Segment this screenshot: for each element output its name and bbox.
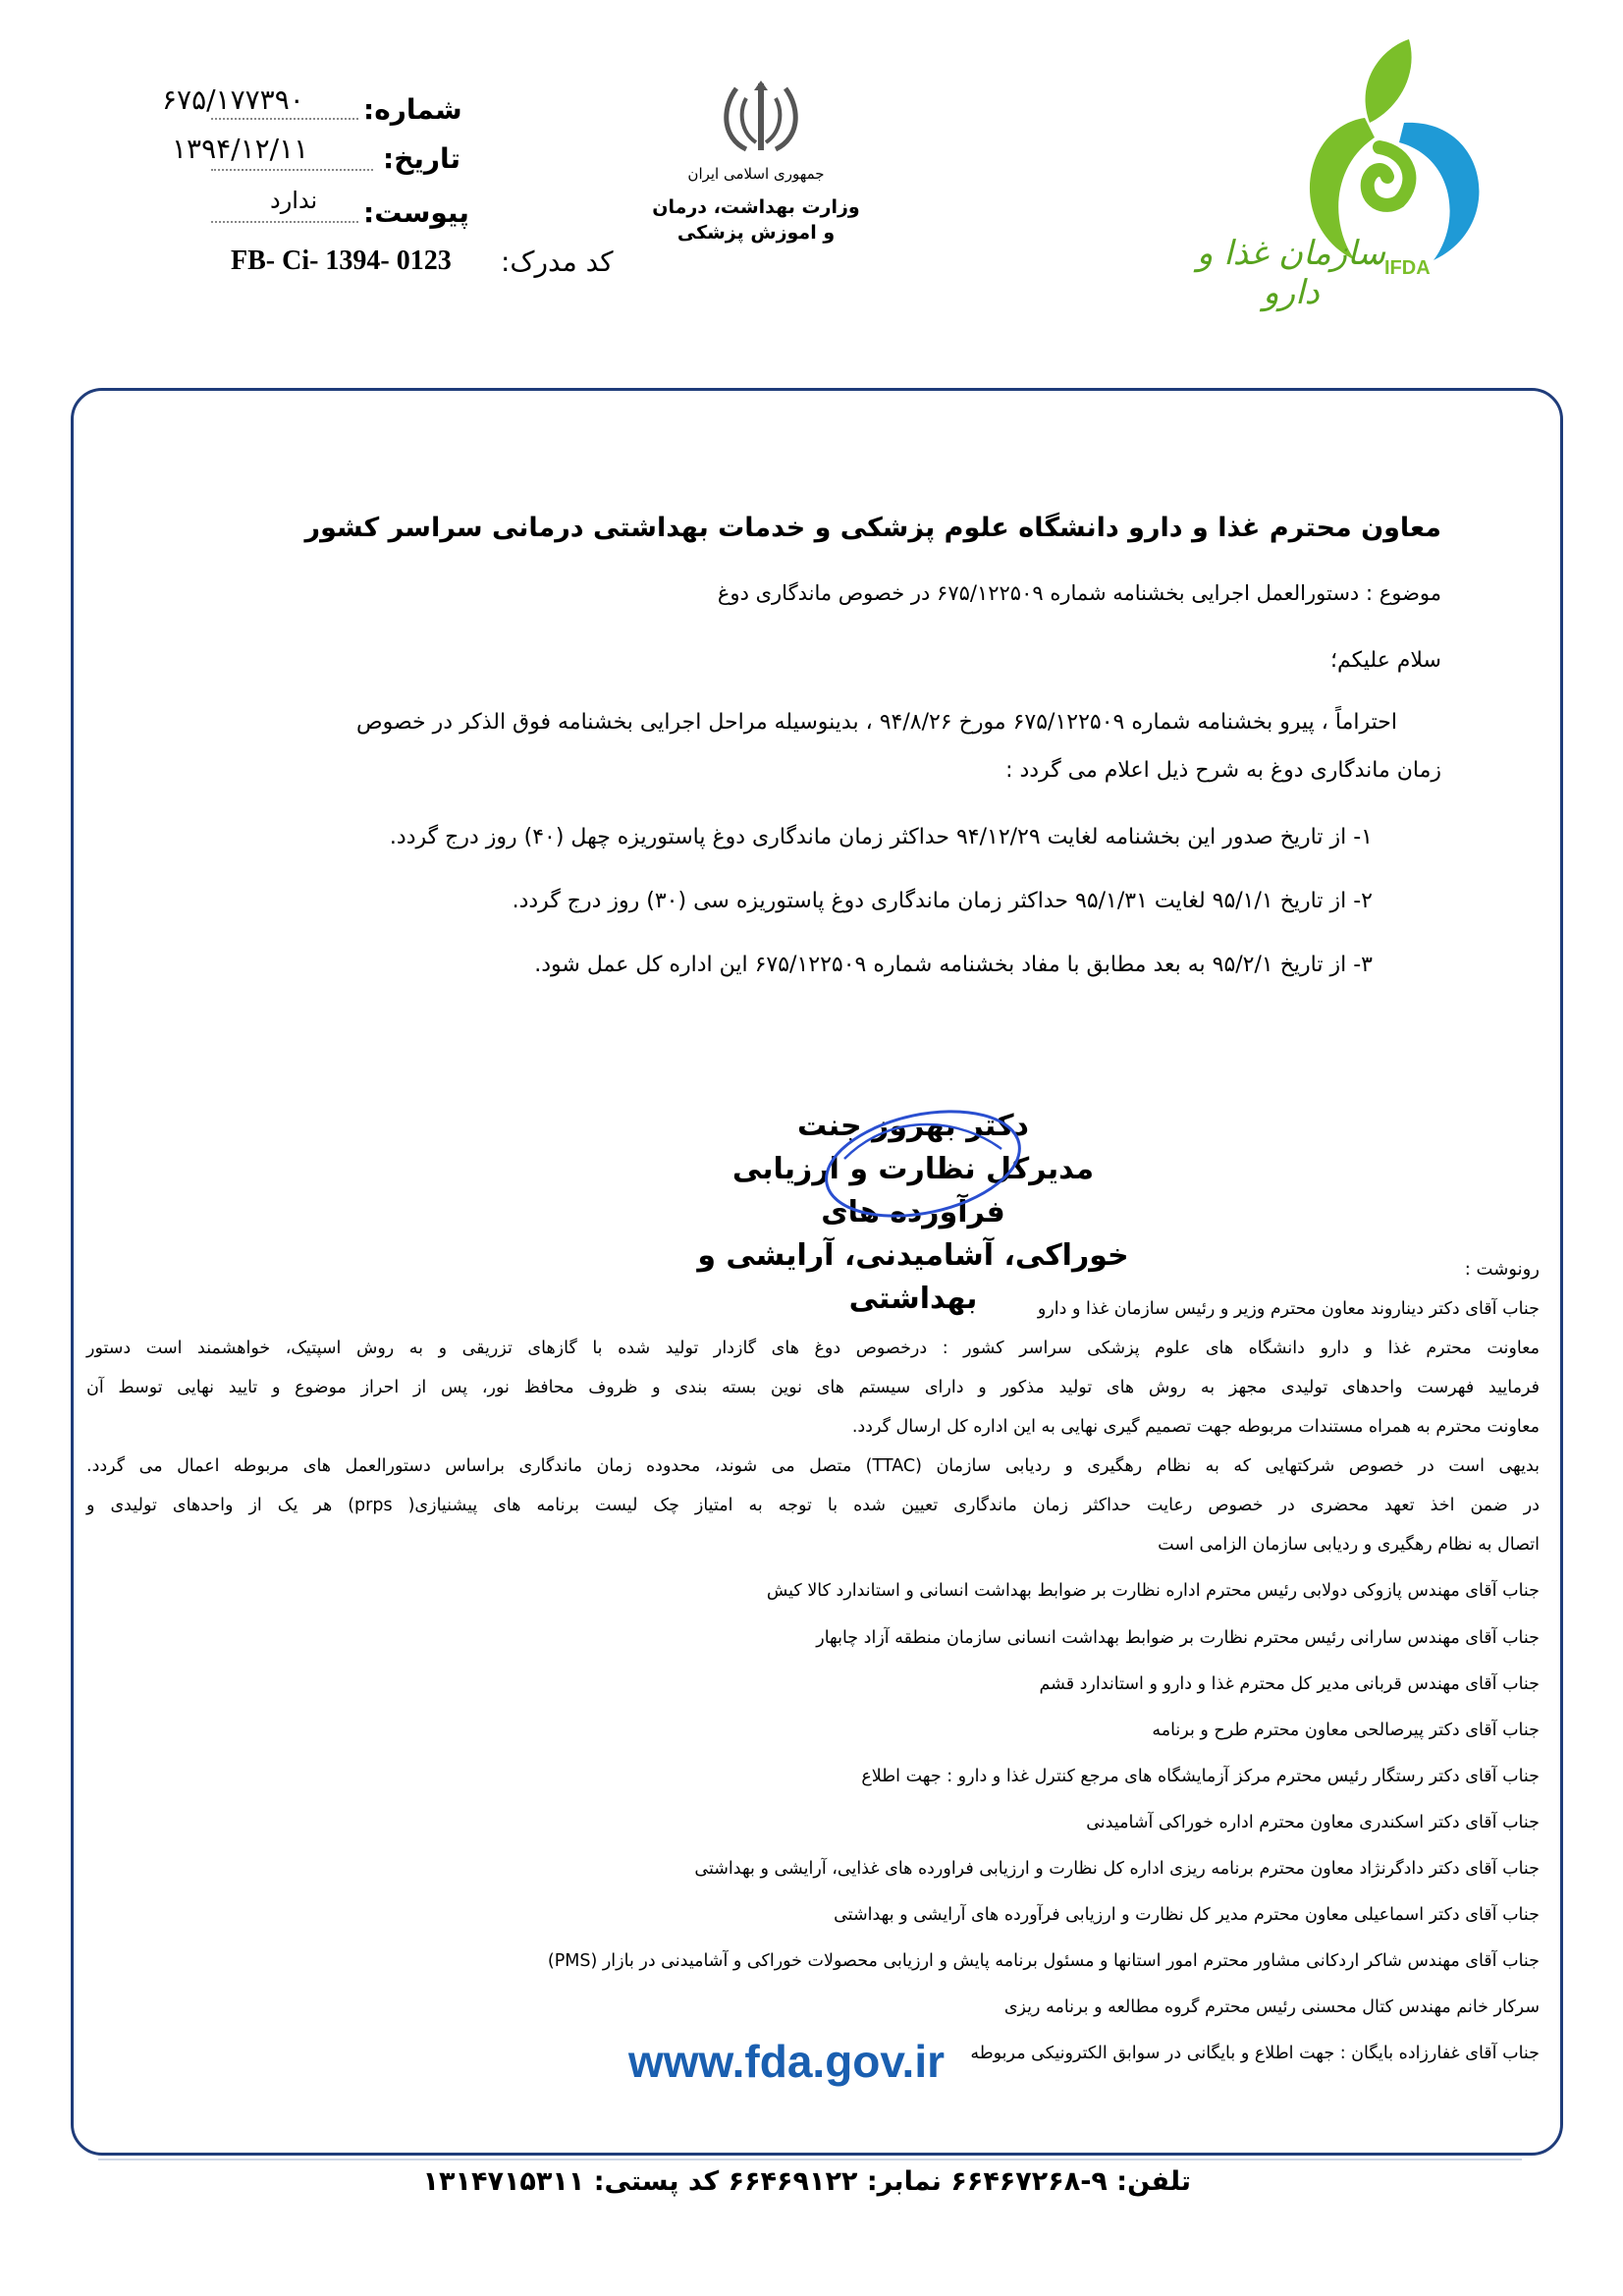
cc-line-4: معاونت محترم به همراه مستندات مربوطه جهت تصمیم گیری نهایی به این اداره کل ارسال گردد. — [851, 1417, 1540, 1437]
ministry-line-1: جمهوری اسلامی ایران — [687, 165, 825, 183]
recipient: معاون محترم غذا و دارو دانشگاه علوم پزشکی و خدمات بهداشتی درمانی سراسر کشور — [304, 513, 1441, 543]
doc-code-label: کد مدرک: — [501, 246, 614, 278]
logo-text: سازمان غذا و دارو — [1197, 234, 1385, 312]
footer-rule — [98, 2159, 1522, 2160]
cc-line-2: معاونت محترم غذا و دارو دانشگاه های علوم پزشکی سراسر کشور : درخصوص دوغ های گازدار تولید شده با گازهای تزریقی و به روش اسپتیک، خواهشمند است دستور — [86, 1339, 1540, 1358]
cc-line-9: جناب آقای مهندس سارانی رئیس محترم نظارت بر ضوابط بهداشت انسانی سازمان منطقه آزاد چابهار — [816, 1628, 1540, 1648]
number-value: ۶۷۵/۱۷۷۳۹۰ — [162, 83, 304, 116]
signer-name: دکتر بهروز جنت — [797, 1109, 1029, 1143]
footer-contact: تلفن: ۹-۶۶۴۶۷۲۶۸ نمابر: ۶۶۴۶۹۱۲۲ کد پستی: ۱۳۱۴۷۱۵۳۱۱ — [422, 2166, 1191, 2197]
cc-line-11: جناب آقای دکتر پیرصالحی معاون محترم طرح و برنامه — [1152, 1721, 1540, 1740]
cc-label: رونوشت : — [1464, 1259, 1540, 1280]
intro-line-2: زمان ماندگاری دوغ به شرح ذیل اعلام می گردد : — [1005, 758, 1441, 783]
signer-title-1: مدیرکل نظارت و ارزیابی فرآورده های — [731, 1152, 1095, 1230]
cc-line-3: فرمایید فهرست واحدهای تولیدی مجهز به روش های تولید مذکور و دارای سیستم های نوین بسته بندی و ظروف محافظ نور، پس از احراز موضوع و تایید نهایی توسط آن — [86, 1378, 1540, 1397]
cc-line-5: بدیهی است در خصوص شرکتهایی که به نظام رهگیری و ردیابی سازمان (TTAC) متصل می شوند، محدوده زمان ماندگاری براساس دستورالعمل های مربوطه اعمال می گردد. — [86, 1456, 1540, 1476]
cc-line-6: در ضمن اخذ تعهد محضری در خصوص رعایت حداکثر زمان ماندگاری تعیین شده با توجه به امتیاز چک لیست برنامه های پیشنیازی( prps) هر یک از واحدهای تولیدی و — [86, 1496, 1540, 1515]
cc-line-1: جناب آقای دکتر دیناروند معاون محترم وزیر و رئیس سازمان غذا و دارو — [1037, 1299, 1540, 1319]
website-link[interactable]: www.fda.gov.ir — [628, 2036, 946, 2087]
item-3: ۳- از تاریخ ۹۵/۲/۱ به بعد مطابق با مفاد بخشنامه شماره ۶۷۵/۱۲۲۵۰۹ این اداره کل عمل شود. — [534, 953, 1373, 977]
cc-line-16: جناب آقای مهندس شاکر اردکانی مشاور محترم امور استانها و مسئول برنامه پایش و ارزیابی محصولات خوراکی و آشامیدنی در بازار (PMS) — [547, 1951, 1540, 1971]
logo-abbr: IFDA — [1384, 257, 1431, 279]
number-label: شماره: — [363, 93, 462, 126]
date-value: ۱۳۹۴/۱۲/۱۱ — [172, 133, 309, 165]
cc-line-8: جناب آقای مهندس پازوکی دولابی رئیس محترم اداره نظارت بر ضوابط بهداشت انسانی و استاندارد کالا کیش — [766, 1581, 1540, 1601]
attachment-dots — [211, 221, 358, 223]
cc-line-17: سرکار خانم مهندس کتال محسنی رئیس محترم گروه مطالعه و برنامه ریزی — [1003, 1997, 1540, 2017]
intro-line-1: احتراماً ، پیرو بخشنامه شماره ۶۷۵/۱۲۲۵۰۹ مورخ ۹۴/۸/۲۶ ، بدینوسیله مراحل اجرایی بخشنامه فوق الذکر در خصوص — [356, 710, 1397, 735]
ministry-line-3: و اموزش پزشکی — [676, 222, 836, 244]
doc-code-value: FB- Ci- 1394- 0123 — [231, 246, 452, 276]
cc-line-13: جناب آقای دکتر اسکندری معاون محترم اداره خوراکی آشامیدنی — [1086, 1813, 1540, 1832]
number-dots — [211, 118, 358, 120]
cc-line-10: جناب آقای مهندس قربانی مدیر کل محترم غذا و دارو و استاندارد قشم — [1039, 1674, 1540, 1694]
cc-line-12: جناب آقای دکتر رستگار رئیس محترم مرکز آزمایشگاه های مرجع کنترل غذا و دارو : جهت اطلاع — [861, 1767, 1540, 1786]
item-1: ۱- از تاریخ صدور این بخشنامه لغایت ۹۴/۱۲/۲۹ حداکثر زمان ماندگاری دوغ پاستوریزه چهل (۴۰) روز درج گردد. — [389, 825, 1373, 849]
item-2: ۲- از تاریخ ۹۵/۱/۱ لغایت ۹۵/۱/۳۱ حداکثر زمان ماندگاری دوغ پاستوریزه سی (۳۰) روز درج گردد. — [512, 889, 1373, 913]
ministry-line-2: وزارت بهداشت، درمان — [652, 196, 860, 218]
date-dots — [211, 169, 373, 171]
cc-line-15: جناب آقای دکتر اسماعیلی معاون محترم مدیر کل نظارت و ارزیابی فرآورده های آرایشی و بهداشتی — [834, 1905, 1540, 1925]
iran-emblem-icon — [717, 79, 805, 157]
subject: موضوع : دستورالعمل اجرایی بخشنامه شماره ۶۷۵/۱۲۲۵۰۹ در خصوص ماندگاری دوغ — [717, 581, 1441, 605]
cc-line-14: جناب آقای دکتر دادگرنژاد معاون محترم برنامه ریزی اداره کل نظارت و ارزیابی فراورده های غذایی، آرایشی و بهداشتی — [694, 1859, 1540, 1879]
greeting: سلام علیکم؛ — [1329, 648, 1441, 673]
attachment-label: پیوست: — [363, 196, 469, 229]
handwritten-signature — [805, 1090, 1041, 1237]
signer-title-2: خوراکی، آشامیدنی، آرایشی و بهداشتی — [697, 1238, 1129, 1316]
attachment-value: ندارد — [270, 187, 318, 214]
date-label: تاریخ: — [383, 142, 461, 175]
cc-line-7: اتصال به نظام رهگیری و ردیابی سازمان الزامی است — [1158, 1535, 1540, 1555]
cc-line-18: جناب آقای غفارزاده بایگان : جهت اطلاع و بایگانی در سوابق الکترونیکی مربوطه — [970, 2044, 1540, 2063]
